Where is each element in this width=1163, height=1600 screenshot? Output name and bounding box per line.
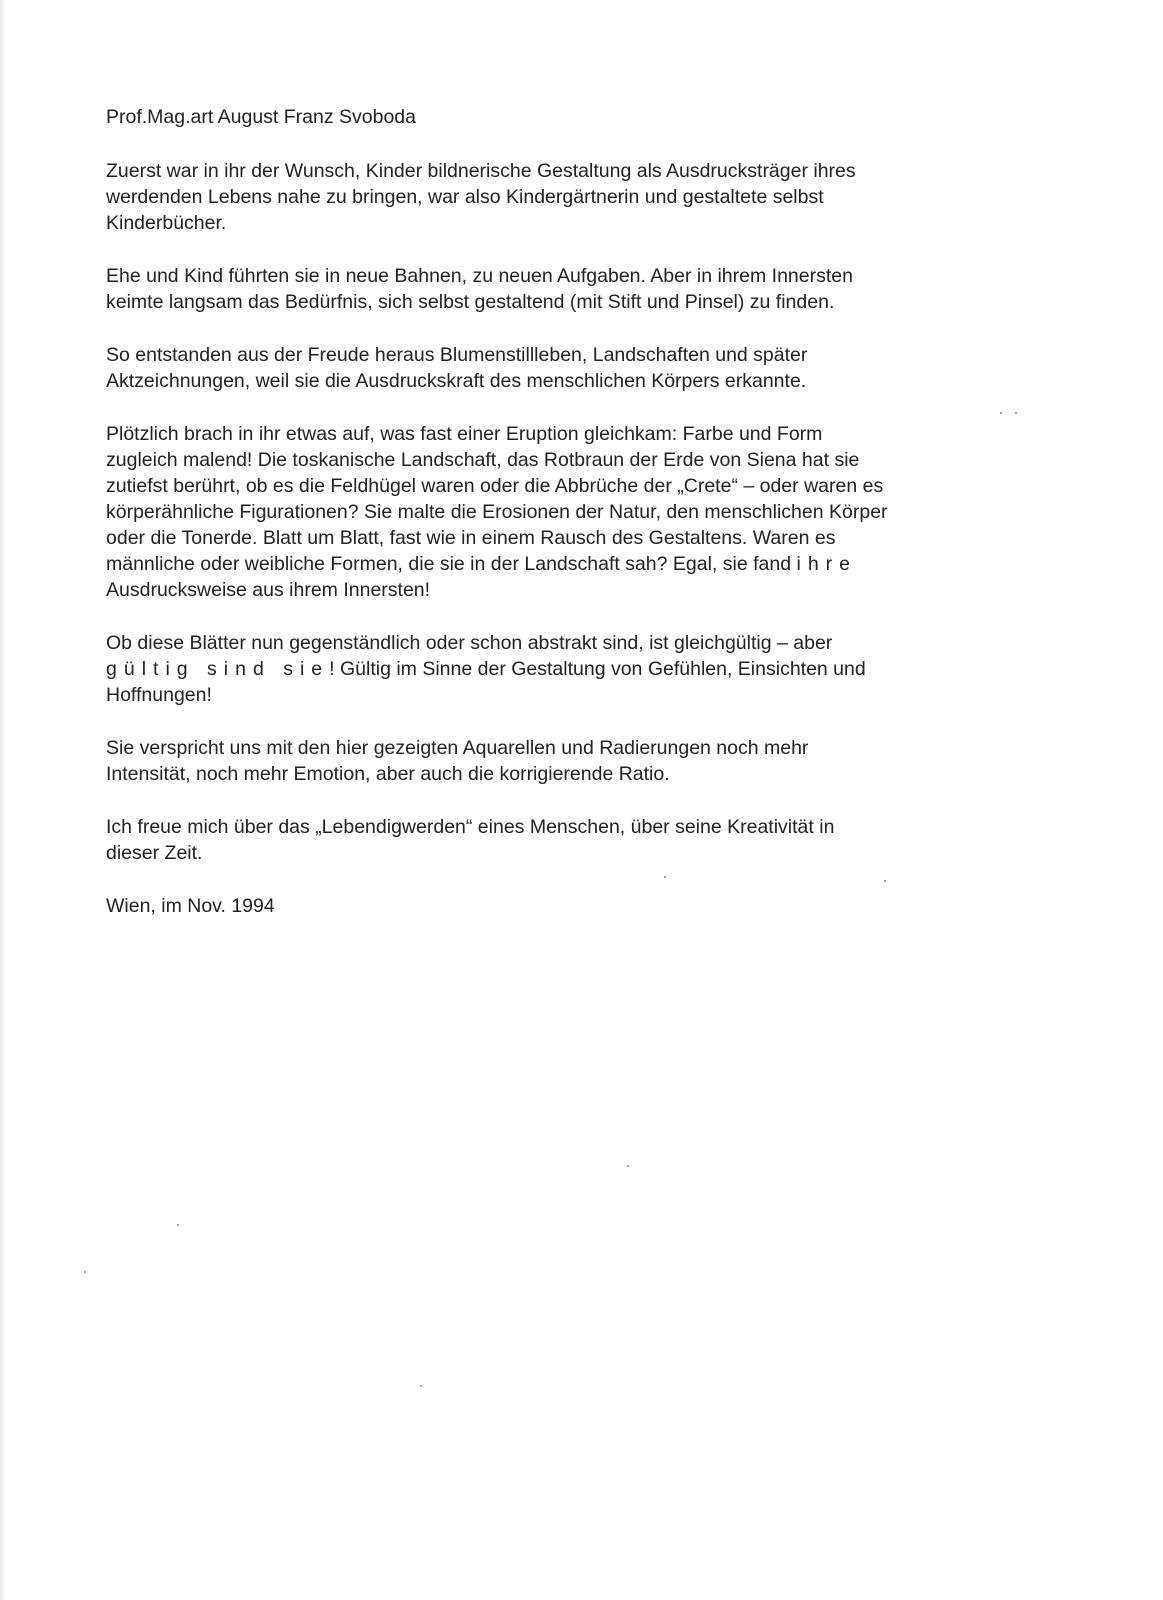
scan-speck [420, 1385, 422, 1387]
paragraph-1 [106, 158, 1006, 236]
text-line: Intensität, noch mehr Emotion, aber auch die korrigierende Ratio. [106, 763, 670, 785]
text-line: Aktzeichnungen, weil sie die Ausdruckskraft des menschlichen Körpers erkannte. [106, 370, 807, 392]
text-line: körperähnliche Figurationen? Sie malte die Erosionen der Natur, den menschlichen Körper [106, 501, 888, 523]
paragraph-5 [106, 630, 1006, 708]
text-line: Ob diese Blätter nun gegenständlich oder schon abstrakt sind, ist gleichgültig – aber [106, 632, 833, 654]
text-line: keimte langsam das Bedürfnis, sich selbst gestaltend (mit Stift und Pinsel) zu finden. [106, 291, 835, 313]
scan-speck [1015, 412, 1017, 414]
scan-speck [884, 880, 886, 882]
text-line: Sie verspricht uns mit den hier gezeigten Aquarellen und Radierungen noch mehr [106, 737, 809, 759]
text-line: Ehe und Kind führten sie in neue Bahnen, zu neuen Aufgaben. Aber in ihrem Innersten [106, 265, 853, 287]
scan-speck [627, 1165, 629, 1167]
text-line: Hoffnungen! [106, 684, 212, 706]
paragraph-7 [106, 814, 1006, 866]
paragraph-3 [106, 342, 1006, 394]
text-line: oder die Tonerde. Blatt um Blatt, fast wie in einem Rausch des Gestaltens. Waren es [106, 527, 836, 549]
text-segment: ! Gültig im Sinne der Gestaltung von Gefühlen, Einsichten und [329, 658, 866, 680]
text-line: Ausdrucksweise aus ihrem Innersten! [106, 579, 431, 601]
paragraph-6 [106, 735, 1006, 787]
scan-speck [84, 1271, 86, 1273]
spaced-emphasis: ihre [796, 553, 858, 575]
scan-speck [1000, 412, 1002, 414]
text-line [106, 551, 1006, 577]
scan-speck [177, 1224, 179, 1226]
text-line: Zuerst war in ihr der Wunsch, Kinder bildnerische Gestaltung als Ausdrucksträger ihres [106, 160, 856, 182]
text-line: So entstanden aus der Freude heraus Blumenstillleben, Landschaften und später [106, 344, 808, 366]
scan-speck [664, 876, 666, 878]
text-line: werdenden Lebens nahe zu bringen, war also Kindergärtnerin und gestaltete selbst [106, 186, 824, 208]
closing-place-date: Wien, im Nov. 1994 [106, 895, 275, 917]
text-line [106, 656, 1006, 682]
text-line: Kinderbücher. [106, 212, 227, 234]
text-line: Ich freue mich über das „Lebendigwerden“ eines Menschen, über seine Kreativität in [106, 816, 835, 838]
author-line: Prof.Mag.art August Franz Svoboda [106, 106, 417, 128]
text-segment: männliche oder weibliche Formen, die sie in der Landschaft sah? Egal, sie fand [106, 553, 797, 575]
paragraph-2 [106, 263, 1006, 315]
scan-edge-shadow [0, 0, 6, 1600]
text-line: Plötzlich brach in ihr etwas auf, was fast einer Eruption gleichkam: Farbe und Form [106, 423, 823, 445]
paragraph-4 [106, 421, 1006, 603]
letter-body [106, 104, 1006, 919]
spaced-emphasis: gültig sind sie [106, 658, 330, 680]
text-line: dieser Zeit. [106, 842, 203, 864]
text-line: zugleich malend! Die toskanische Landschaft, das Rotbraun der Erde von Siena hat sie [106, 449, 860, 471]
text-line: zutiefst berührt, ob es die Feldhügel waren oder die Abbrüche der „Crete“ – oder waren es [106, 475, 884, 497]
